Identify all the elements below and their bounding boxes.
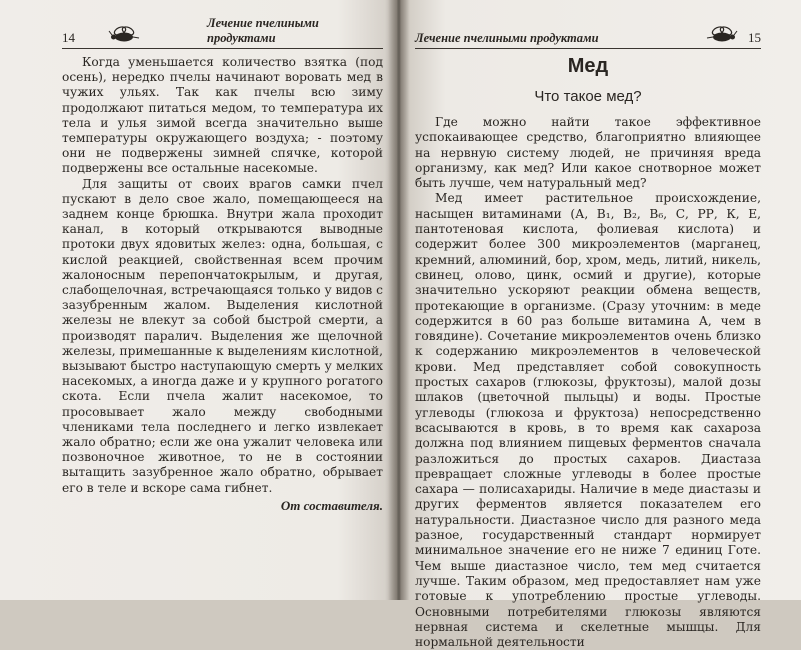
paragraph: Когда уменьшается количество взятка (под осень), нередко пчелы начинают воровать мед в чужих ульях. Так как пчелы всю зиму продолжают питаться медом, то температура их тела и улья зимой всегда значительно выше температуры окружающего воздуха; - поэтому они не подвержены зимней спячке, которой подвержены все остальные насекомые.	[62, 55, 383, 176]
paragraph: Для защиты от своих врагов самки пчел пускают в дело свое жало, помещающееся на заднем конце брюшка. Внутри жала проходит канал, в который открываются выводные протоки двух ядовитых желез: одна, большая, с кислой реакцией, свойственная всем прочим жалоносным перепончатокрылым, и другая, слабощелочная, встречающаяся только у видов с зазубренным жалом. Выделения кислотной железы не влекут за собой быстрой смерти, а производят паралич. Выделения же щелочной железы, примешанные к выделениям кислотной, вызывают быстро наступающую смерть у мелких насекомых, а иногда даже и у крупного рогатого скота. Если пчела жалит насекомое, то просовывает жало между свободными члениками тела последнего и легко извлекает жало обратно; если же она ужалит человека или позвоночное животное, то не в состоянии вытащить зазубренное жало обратно, обрывает его в теле и вскоре сама гибнет.	[62, 176, 383, 495]
left-page-header	[62, 18, 383, 49]
right-page	[397, 0, 801, 650]
bee-icon	[107, 25, 141, 45]
right-page-body	[415, 115, 761, 650]
paragraph: Мед имеет растительное происхождение, насыщен витаминами (А, В₁, В₂, В₆, С, РР, К, Е, пантотеновая кислота, фолиевая кислота) и содержит более 300 микроэлементов (марганец, кремний, алюминий, бор, хром, медь, литий, никель, свинец, олово, цинк, осмий и другие), которые значительно ускоряют реакции обмена веществ, протекающие в организме. (Сразу уточним: в меде содержится в 60 раз больше витамина А, чем в говядине). Сочетание микроэлементов очень близко к содержанию микроэлементов в человеческой крови. Мед представляет собой совокупность простых сахаров (глюкозы, фруктозы), малой дозы шлаков (цветочной пыльцы) и воды. Простые углеводы (глюкоза и фруктоза) непосредственно всасываются в кровь, в то время как сахароза должна под влиянием пищевых ферментов сначала разложиться до простых сахаров. Диастаза превращает сложные углеводы в более простые сахара — полисахариды. Наличие в меде диастазы и других ферментов является показателем его натуральности. Диастазное число для разного меда разное, государственный стандарт нормирует минимальное значение его не ниже 7 единиц Готе. Чем выше диастазное число, тем мед считается лучше. Таким образом, мед предоставляет нам уже готовые к употреблению простые углеводы. Основными потребителями глюкозы являются нервная система и скелетные мышцы. Для нормальной деятельности	[415, 191, 761, 650]
paragraph: Где можно найти такое эффективное успокаивающее средство, благоприятно влияющее на нервную систему людей, не причиняя вреда организму, как мед? Или какое снотворное может быть лучше, чем натуральный мед?	[415, 115, 761, 191]
right-page-header	[415, 18, 761, 49]
running-head: Лечение пчелиными продуктами	[207, 16, 319, 45]
chapter-title: Мед	[567, 55, 609, 77]
running-head: Лечение пчелиными продуктами	[415, 31, 599, 45]
page-number: 14	[62, 30, 75, 45]
section-subtitle: Что такое мед?	[534, 88, 642, 105]
signature: От составителя.	[280, 497, 383, 513]
page-number: 15	[748, 30, 761, 45]
bee-icon	[705, 25, 739, 45]
left-page	[0, 0, 397, 600]
left-page-body	[62, 55, 383, 514]
